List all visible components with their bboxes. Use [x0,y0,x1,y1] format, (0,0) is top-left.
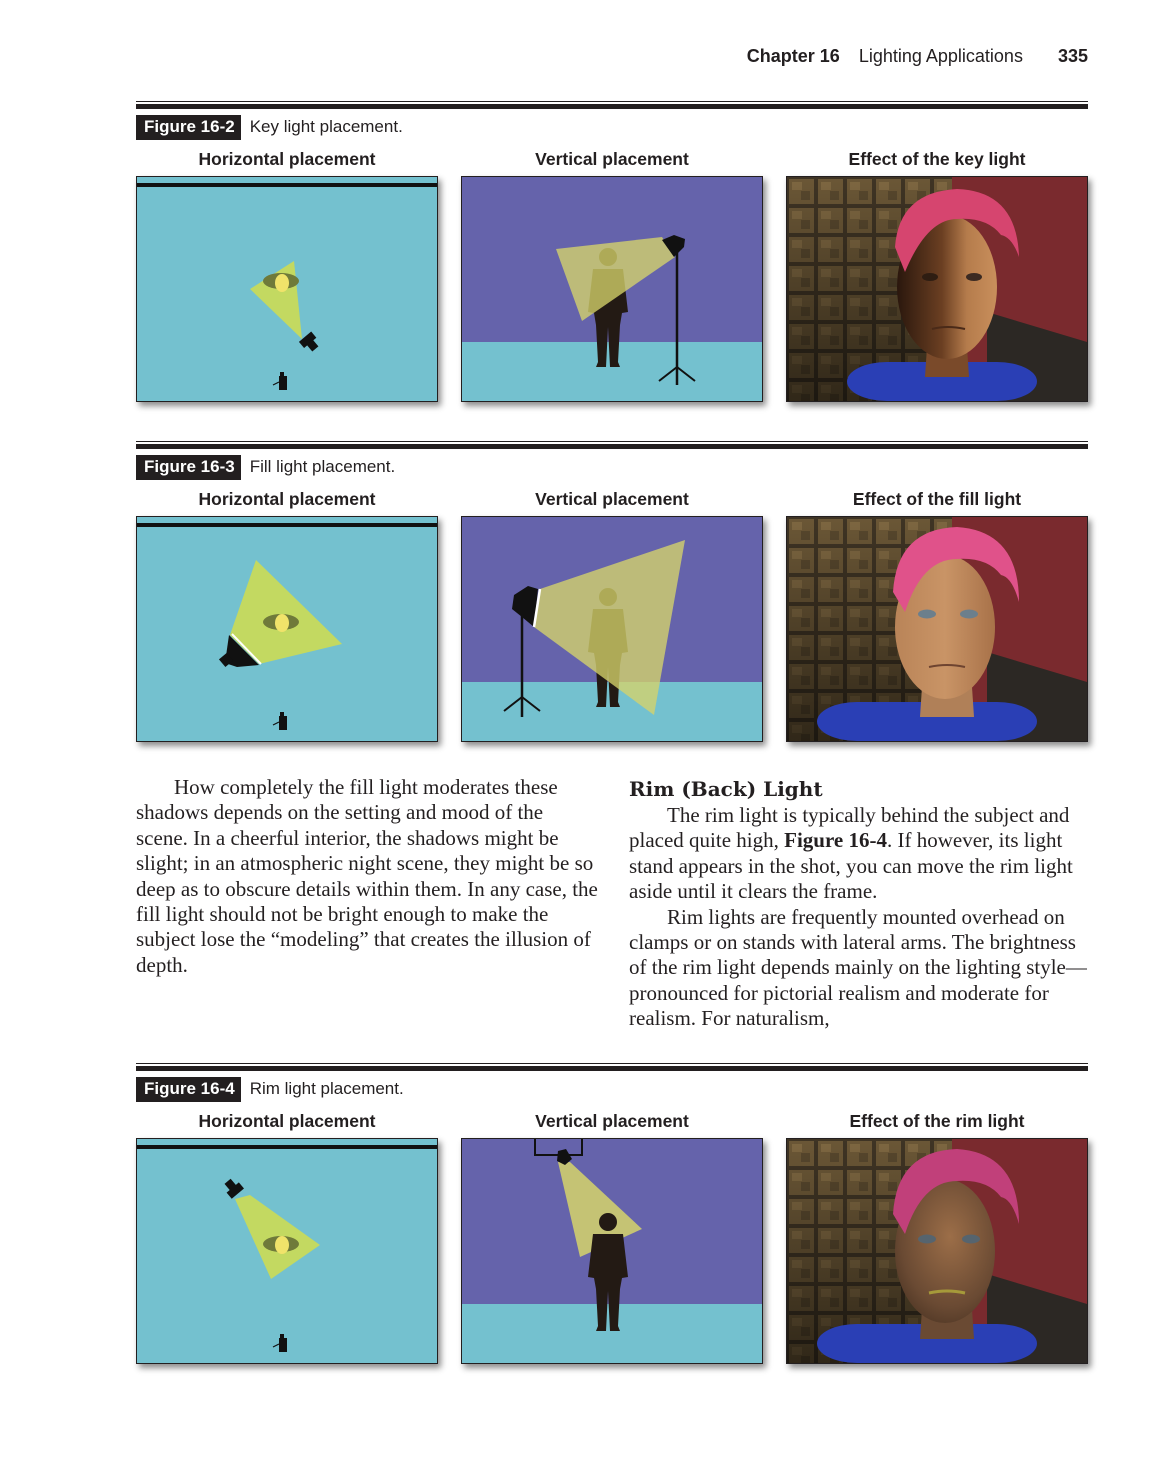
figure-rule-thick [136,104,1088,109]
figure-rule-thick [136,444,1088,449]
key-light-top-view-diagram [136,176,438,402]
panel-title-horizontal: Horizontal placement [198,149,376,169]
panel-title-vertical: Vertical placement [535,489,689,509]
figure-caption-text: Key light placement. [249,117,403,136]
section-heading: Rim (Back) Light [629,777,823,801]
figure-panels [136,1111,1088,1361]
figure-rule-thin [136,101,1088,102]
rim-light-effect-render [786,1138,1088,1364]
rim-light-top-view-diagram [136,1138,438,1364]
key-light-side-view-diagram [461,176,763,402]
panel-title-effect: Effect of the rim light [849,1111,1025,1131]
panel-title-effect: Effect of the key light [848,149,1026,169]
fill-light-effect-render [786,516,1088,742]
panel-title-horizontal: Horizontal placement [198,489,376,509]
subject-head-icon [275,274,289,292]
fill-light-side-view-diagram [461,516,763,742]
figure-rule-thin [136,441,1088,442]
figure-rule-thick [136,1066,1088,1071]
figure-caption-text: Rim light placement. [249,1079,404,1098]
figure-caption [136,455,1088,479]
figure-16-4 [136,1063,1088,1361]
chapter-title: Lighting Applications [858,46,1023,66]
figure-label: Figure 16-3 [136,455,241,480]
chapter-number: Chapter 16 [746,46,840,66]
body-paragraph [629,803,1091,905]
figure-panels [136,149,1088,399]
page-number: 335 [1057,46,1088,66]
figure-caption [136,115,1088,139]
panel-title-effect: Effect of the fill light [852,489,1022,509]
body-paragraph: How completely the fill light moderates these shadows depends on the setting and mood of the scene. In a cheerful interior, the shadows might be slight; in an atmospheric night scene, they might be so deep as to obscure details within them. In any case, the fill light should not be bright enough to make the subject lose the “modeling” that creates the illusion of depth. [136,775,598,977]
figure-16-2 [136,101,1088,399]
subject-head-icon [275,614,289,632]
figure-caption-text: Fill light placement. [249,457,396,476]
figure-caption [136,1077,1088,1101]
figure-rule-thin [136,1063,1088,1064]
figure-label: Figure 16-4 [136,1077,241,1102]
key-light-effect-render [786,176,1088,402]
paragraph-text: . If however, its light stand appears in the shot, you can move the rim light aside until it clears the frame. [629,828,1073,904]
body-paragraph: Rim lights are frequently mounted overhead on clamps or on stands with lateral arms. The brightness of the rim light depends mainly on the lighting style—pronounced for pictorial realism and moderate for realism. For naturalism, [629,904,1087,1031]
subject-head-icon [275,1236,289,1254]
panel-title-vertical: Vertical placement [535,1111,689,1131]
body-column-right [629,775,1091,1032]
rim-light-side-view-diagram [461,1138,763,1364]
fill-light-top-view-diagram [136,516,438,742]
figure-reference-link: Figure 16-4 [784,828,887,853]
figure-panels [136,489,1088,739]
panel-title-horizontal: Horizontal placement [198,1111,376,1131]
running-head [747,46,1088,67]
panel-title-vertical: Vertical placement [535,149,689,169]
figure-16-3 [136,441,1088,739]
figure-label: Figure 16-2 [136,115,241,140]
paragraph-text: The rim light is typically behind the subject and placed quite high, [629,803,1070,853]
body-column-left [136,775,598,978]
